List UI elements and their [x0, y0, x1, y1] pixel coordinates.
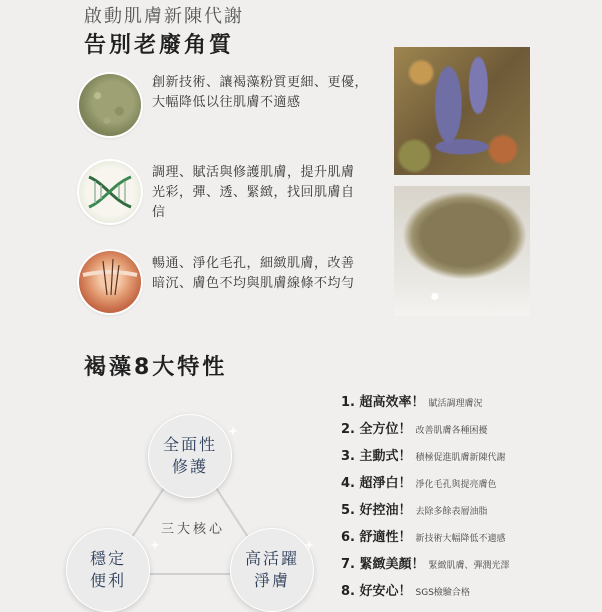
dna-icon — [79, 161, 141, 223]
property-title: 6. 舒適性！ — [341, 530, 412, 545]
property-title: 3. 主動式！ — [341, 449, 412, 464]
property-desc: 賦活調理膚況 — [428, 399, 483, 409]
property-item — [341, 553, 596, 580]
bubble-line: 全面性 — [162, 435, 217, 454]
property-desc: 積極促進肌膚新陳代謝 — [415, 453, 506, 463]
property-item — [341, 391, 596, 418]
property-desc: SGS檢驗合格 — [415, 588, 470, 598]
property-desc: 改善肌膚各種困擾 — [415, 426, 488, 436]
bubble-line: 穩定 — [89, 549, 126, 568]
property-desc: 新技術大幅降低不適感 — [415, 534, 506, 544]
core-label: 三大核心 — [161, 522, 226, 537]
bubble-line: 淨膚 — [253, 571, 290, 590]
core-bubble-top — [148, 414, 232, 498]
section-title: 褐藻8大特性 — [84, 355, 228, 380]
feature-line: 調理、賦活與修護肌膚，提升肌膚 — [152, 165, 355, 180]
algae-powder-photo — [394, 186, 530, 316]
property-title: 2. 全方位！ — [341, 422, 412, 437]
core-bubble-left — [66, 528, 150, 612]
property-list — [341, 391, 596, 607]
property-desc: 淨化毛孔與提亮膚色 — [415, 480, 497, 490]
feature-line: 創新技術、讓褐藻粉質更細、更優， — [152, 75, 369, 90]
feature-text-3 — [152, 254, 355, 294]
feature-text-2 — [152, 163, 355, 223]
property-item — [341, 445, 596, 472]
feature-line: 大幅降低以往肌膚不適感 — [152, 95, 301, 110]
property-title: 4. 超淨白！ — [341, 476, 412, 491]
sparkle-icon — [228, 426, 238, 436]
page-subtitle: 啟動肌膚新陳代謝 — [84, 6, 244, 27]
feature-text-1 — [152, 73, 368, 113]
algae-powder-icon — [79, 74, 141, 136]
property-title: 7. 緊緻美顏！ — [341, 557, 425, 572]
bubble-line: 便利 — [89, 571, 126, 590]
seaweed-photo — [394, 47, 530, 175]
property-desc: 緊緻肌膚、彈潤光澤 — [428, 561, 510, 571]
feature-line: 光彩，彈、透、緊緻，找回肌膚自 — [152, 185, 355, 200]
feature-line: 暢通、淨化毛孔，細緻肌膚，改善 — [152, 256, 355, 271]
property-title: 5. 好控油！ — [341, 503, 412, 518]
property-title: 1. 超高效率！ — [341, 395, 425, 410]
property-item — [341, 472, 596, 499]
sparkle-icon — [304, 540, 314, 550]
skin-layer-icon — [79, 251, 141, 313]
feature-line: 信 — [152, 205, 166, 220]
bubble-line: 修護 — [171, 457, 208, 476]
property-item — [341, 418, 596, 445]
property-title: 8. 好安心！ — [341, 584, 412, 599]
feature-line: 暗沉、膚色不均與肌膚線條不均勻 — [152, 276, 355, 291]
sparkle-icon — [150, 540, 160, 550]
property-item — [341, 499, 596, 526]
property-item — [341, 580, 596, 607]
core-bubble-right — [230, 528, 314, 612]
page-title: 告別老廢角質 — [84, 33, 235, 58]
property-item — [341, 526, 596, 553]
property-desc: 去除多餘表層油脂 — [415, 507, 488, 517]
bubble-line: 高活躍 — [244, 549, 299, 568]
